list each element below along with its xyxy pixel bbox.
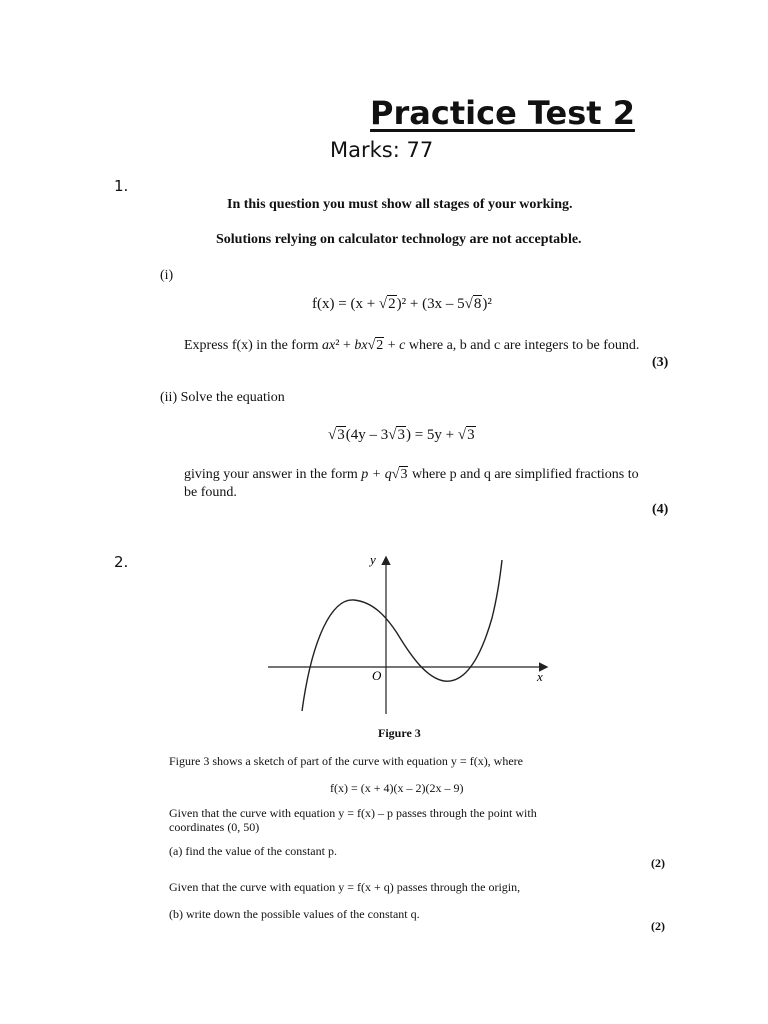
q2-intro-text: Figure 3 shows a sketch of part of the curve with equation y = f(x), where [169,754,523,768]
page-title: Practice Test 2 [370,94,635,132]
figure-caption: Figure 3 [378,726,421,740]
q1-part-i-label: (i) [160,268,174,283]
question-1-number: 1. [114,177,129,195]
origin-label: O [372,668,382,683]
q1-part-ii-label: (ii) Solve the equation [160,390,285,405]
y-axis-label: y [370,552,376,567]
q2-equation: f(x) = (x + 4)(x – 2)(2x – 9) [330,781,464,795]
q1-instruction-working: In this question you must show all stages of your working. [227,197,573,212]
q1-part-i-marks: (3) [652,355,669,370]
q1-part-ii-text: giving your answer in the form p + q√3 where p and q are simplified fractions to [184,467,639,482]
q1-part-ii-text-cont: be found. [184,485,237,500]
curve [302,560,502,711]
q1-function-definition: f(x) = (x + √2)² + (3x – 5√8)² [312,296,492,312]
x-axis-label: x [537,669,543,684]
question-2-number: 2. [114,553,129,571]
q2-part-b-marks: (2) [651,919,665,933]
q1-part-i-text: Express f(x) in the form ax² + bx√2 + c where a, b and c are integers to be found. [184,338,640,353]
cubic-graph [262,548,552,718]
q1-part-ii-marks: (4) [652,502,669,517]
total-marks: Marks: 77 [330,138,434,162]
q1-instruction-calculator: Solutions relying on calculator technology are not acceptable. [216,232,582,247]
q2-part-b: (b) write down the possible values of the constant q. [169,907,420,921]
q2-part-a: (a) find the value of the constant p. [169,844,337,858]
q1-equation: √3(4y – 3√3) = 5y + √3 [328,427,475,443]
q2-condition-coordinates: coordinates (0, 50) [169,820,260,834]
q2-condition-text: Given that the curve with equation y = f(x) – p passes through the point with [169,806,537,820]
q2-origin-text: Given that the curve with equation y = f(x + q) passes through the origin, [169,880,521,894]
q2-part-a-marks: (2) [651,856,665,870]
